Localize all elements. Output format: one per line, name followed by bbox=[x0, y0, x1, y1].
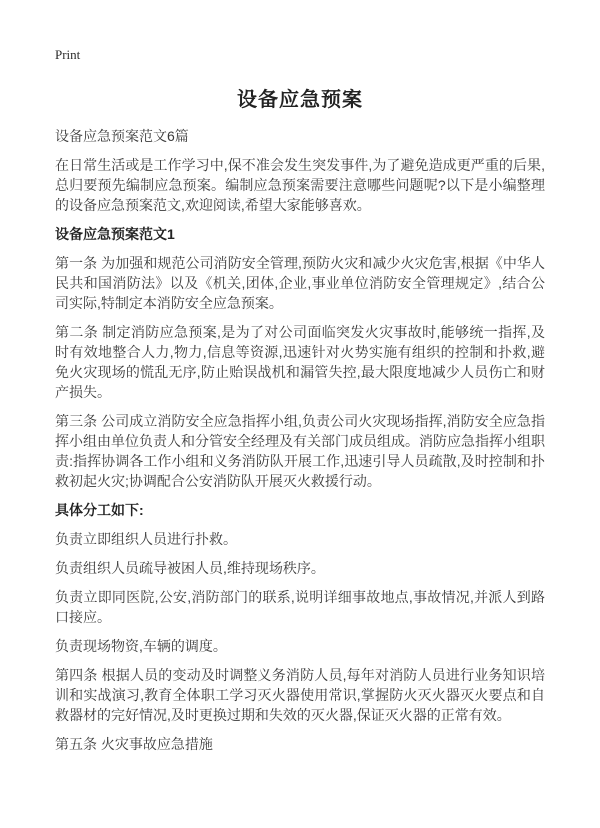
subtitle-paragraph: 设备应急预案范文6篇 bbox=[55, 128, 189, 144]
paragraph-duty-3: 负责立即同医院,公安,消防部门的联系,说明详细事故地点,事故情况,并派人到路口接应。 bbox=[55, 589, 545, 625]
paragraph-duty-1: 负责立即组织人员进行扑救。 bbox=[55, 531, 237, 547]
paragraph-duty-4: 负责现场物资,车辆的调度。 bbox=[55, 638, 227, 654]
page-title: 设备应急预案 bbox=[237, 89, 363, 111]
section-heading-sample-1: 设备应急预案范文1 bbox=[55, 226, 175, 242]
intro-paragraph: 在日常生活或是工作学习中,保不准会发生突发事件,为了避免造成更严重的后果,总归要预先编制应急预案。编制应急预案需要注意哪些问题呢?以下是小编整理的设备应急预案范文,欢迎阅读,希望大家能够喜欢。 bbox=[55, 157, 545, 213]
paragraph-article-5: 第五条 火灾事故应急措施 bbox=[55, 736, 213, 752]
print-button[interactable]: Print bbox=[55, 47, 81, 62]
paragraph-article-1: 第一条 为加强和规范公司消防安全管理,预防火灾和减少火灾危害,根据《中华人民共和国消防法》以及《机关,团体,企业,事业单位消防安全管理规定》,结合公司实际,特制定本消防安全应急预案。 bbox=[55, 255, 545, 311]
paragraph-article-4: 第四条 根据人员的变动及时调整义务消防人员,每年对消防人员进行业务知识培训和实战演习,教育全体职工学习灭火器使用常识,掌握防火灭火器灭火要点和自救器材的完好情况,及时更换过期和失效的灭火器,保证灭火器的正常有效。 bbox=[55, 667, 545, 723]
section-heading-division-of-work: 具体分工如下: bbox=[55, 502, 144, 518]
paragraph-duty-2: 负责组织人员疏导被困人员,维持现场秩序。 bbox=[55, 560, 325, 576]
paragraph-article-2: 第二条 制定消防应急预案,是为了对公司面临突发火灾事故时,能够统一指挥,及时有效地整合人力,物力,信息等资源,迅速针对火势实施有组织的控制和扑救,避免火灾现场的慌乱无序,防止贻误战机和漏管失控,最大限度地减少人员伤亡和财产损失。 bbox=[55, 324, 545, 400]
paragraph-article-3: 第三条 公司成立消防安全应急指挥小组,负责公司火灾现场指挥,消防安全应急指挥小组由单位负责人和分管安全经理及有关部门成员组成。消防应急指挥小组职责:指挥协调各工作小组和义务消防队开展工作,迅速引导人员疏散,及时控制和扑救初起火灾;协调配合公安消防队开展灭火救援行动。 bbox=[55, 413, 545, 489]
